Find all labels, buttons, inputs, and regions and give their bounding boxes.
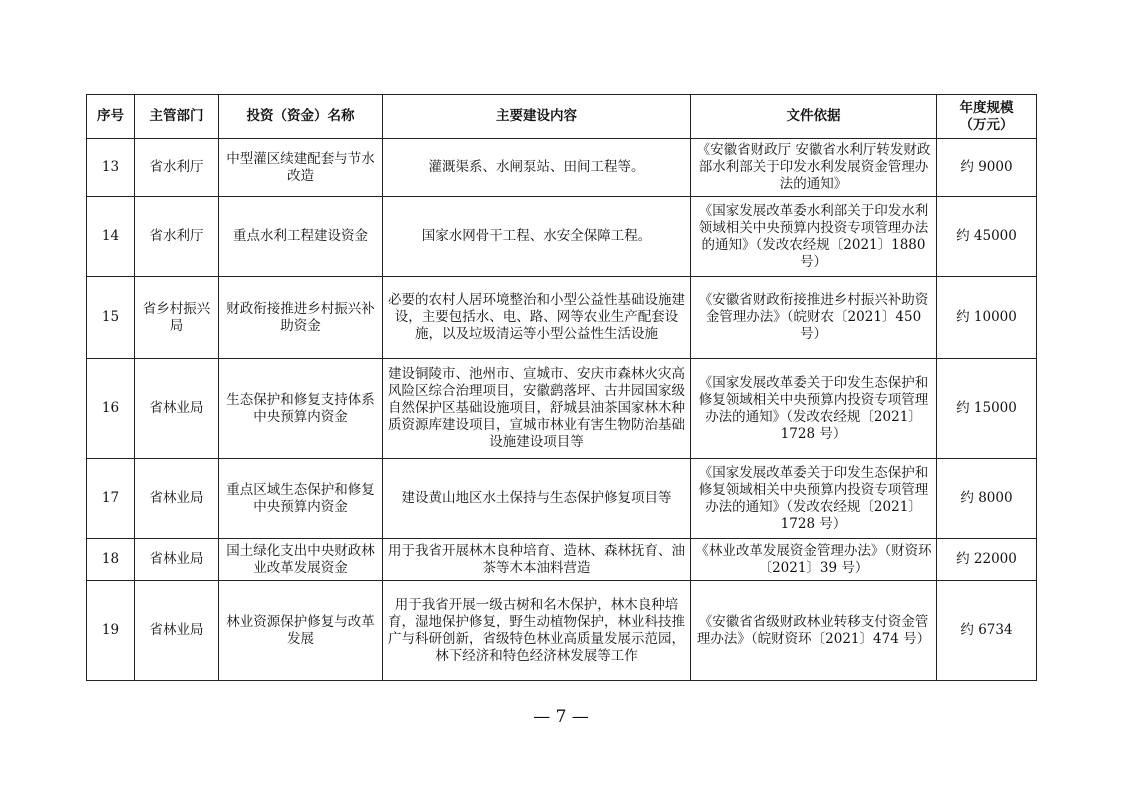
cell-no: 15 [87,277,135,359]
cell-basis: 《安徽省财政厅 安徽省水利厅转发财政部水利部关于印发水利发展资金管理办法的通知》 [691,139,937,197]
cell-dept: 省水利厅 [135,197,219,277]
cell-name: 中型灌区续建配套与节水改造 [219,139,383,197]
header-name: 投资（资金）名称 [219,95,383,139]
cell-name: 重点区域生态保护和修复中央预算内资金 [219,459,383,539]
cell-name: 国土绿化支出中央财政林业改革发展资金 [219,539,383,581]
investment-table [86,94,1037,681]
header-content: 主要建设内容 [383,95,691,139]
header-scale-line1: 年度规模 [959,99,1014,116]
cell-name: 生态保护和修复支持体系中央预算内资金 [219,359,383,459]
cell-dept: 省水利厅 [135,139,219,197]
cell-basis: 《林业改革发展资金管理办法》（财资环〔2021〕39 号） [691,539,937,581]
table-row [87,459,1037,539]
cell-dept: 省林业局 [135,581,219,681]
header-scale-line2: （万元） [959,116,1014,133]
cell-no: 17 [87,459,135,539]
cell-basis: 《安徽省省级财政林业转移支付资金管理办法》（皖财资环〔2021〕474 号） [691,581,937,681]
header-scale [937,95,1037,139]
cell-no: 18 [87,539,135,581]
cell-content: 国家水网骨干工程、水安全保障工程。 [383,197,691,277]
cell-scale: 约 8000 [937,459,1037,539]
cell-scale: 约 6734 [937,581,1037,681]
cell-content: 用于我省开展林木良种培育、造林、森林抚育、油茶等木本油料营造 [383,539,691,581]
table-row [87,197,1037,277]
cell-basis: 《国家发展改革委关于印发生态保护和修复领域相关中央预算内投资专项管理办法的通知》（发改农经规〔2021〕1728 号） [691,459,937,539]
cell-basis: 《国家发展改革委关于印发生态保护和修复领域相关中央预算内投资专项管理办法的通知》（发改农经规〔2021〕1728 号） [691,359,937,459]
cell-name: 财政衔接推进乡村振兴补助资金 [219,277,383,359]
table-row [87,581,1037,681]
cell-scale: 约 15000 [937,359,1037,459]
header-dept: 主管部门 [135,95,219,139]
cell-name: 重点水利工程建设资金 [219,197,383,277]
cell-content: 建设黄山地区水土保持与生态保护修复项目等 [383,459,691,539]
cell-basis: 《安徽省财政衔接推进乡村振兴补助资金管理办法》（皖财农〔2021〕450 号） [691,277,937,359]
cell-content: 灌溉渠系、水闸泵站、田间工程等。 [383,139,691,197]
cell-dept: 省林业局 [135,359,219,459]
cell-scale: 约 45000 [937,197,1037,277]
cell-scale: 约 10000 [937,277,1037,359]
table-row [87,359,1037,459]
cell-no: 13 [87,139,135,197]
cell-name: 林业资源保护修复与改革发展 [219,581,383,681]
cell-dept: 省林业局 [135,459,219,539]
cell-basis: 《国家发展改革委水利部关于印发水利领域相关中央预算内投资专项管理办法的通知》（发改农经规〔2021〕1880 号） [691,197,937,277]
cell-no: 16 [87,359,135,459]
header-no: 序号 [87,95,135,139]
header-basis: 文件依据 [691,95,937,139]
table-header-row [87,95,1037,139]
cell-scale: 约 9000 [937,139,1037,197]
cell-content: 必要的农村人居环境整治和小型公益性基础设施建设，主要包括水、电、路、网等农业生产配套设施，以及垃圾清运等小型公益性生活设施 [383,277,691,359]
cell-dept: 省林业局 [135,539,219,581]
cell-no: 14 [87,197,135,277]
cell-scale: 约 22000 [937,539,1037,581]
cell-no: 19 [87,581,135,681]
table-row [87,277,1037,359]
cell-dept: 省乡村振兴局 [135,277,219,359]
page-number: — 7 — [533,707,589,727]
cell-content: 建设铜陵市、池州市、宣城市、安庆市森林火灾高风险区综合治理项目，安徽鹞落坪、古井园国家级自然保护区基础设施项目，舒城县油茶国家林木种质资源库建设项目，宣城市林业有害生物防治基础设施建设项目等 [383,359,691,459]
table-row [87,139,1037,197]
cell-content: 用于我省开展一级古树和名木保护，林木良种培育，湿地保护修复，野生动植物保护，林业科技推广与科研创新，省级特色林业高质量发展示范园，林下经济和特色经济林发展等工作 [383,581,691,681]
table-row [87,539,1037,581]
